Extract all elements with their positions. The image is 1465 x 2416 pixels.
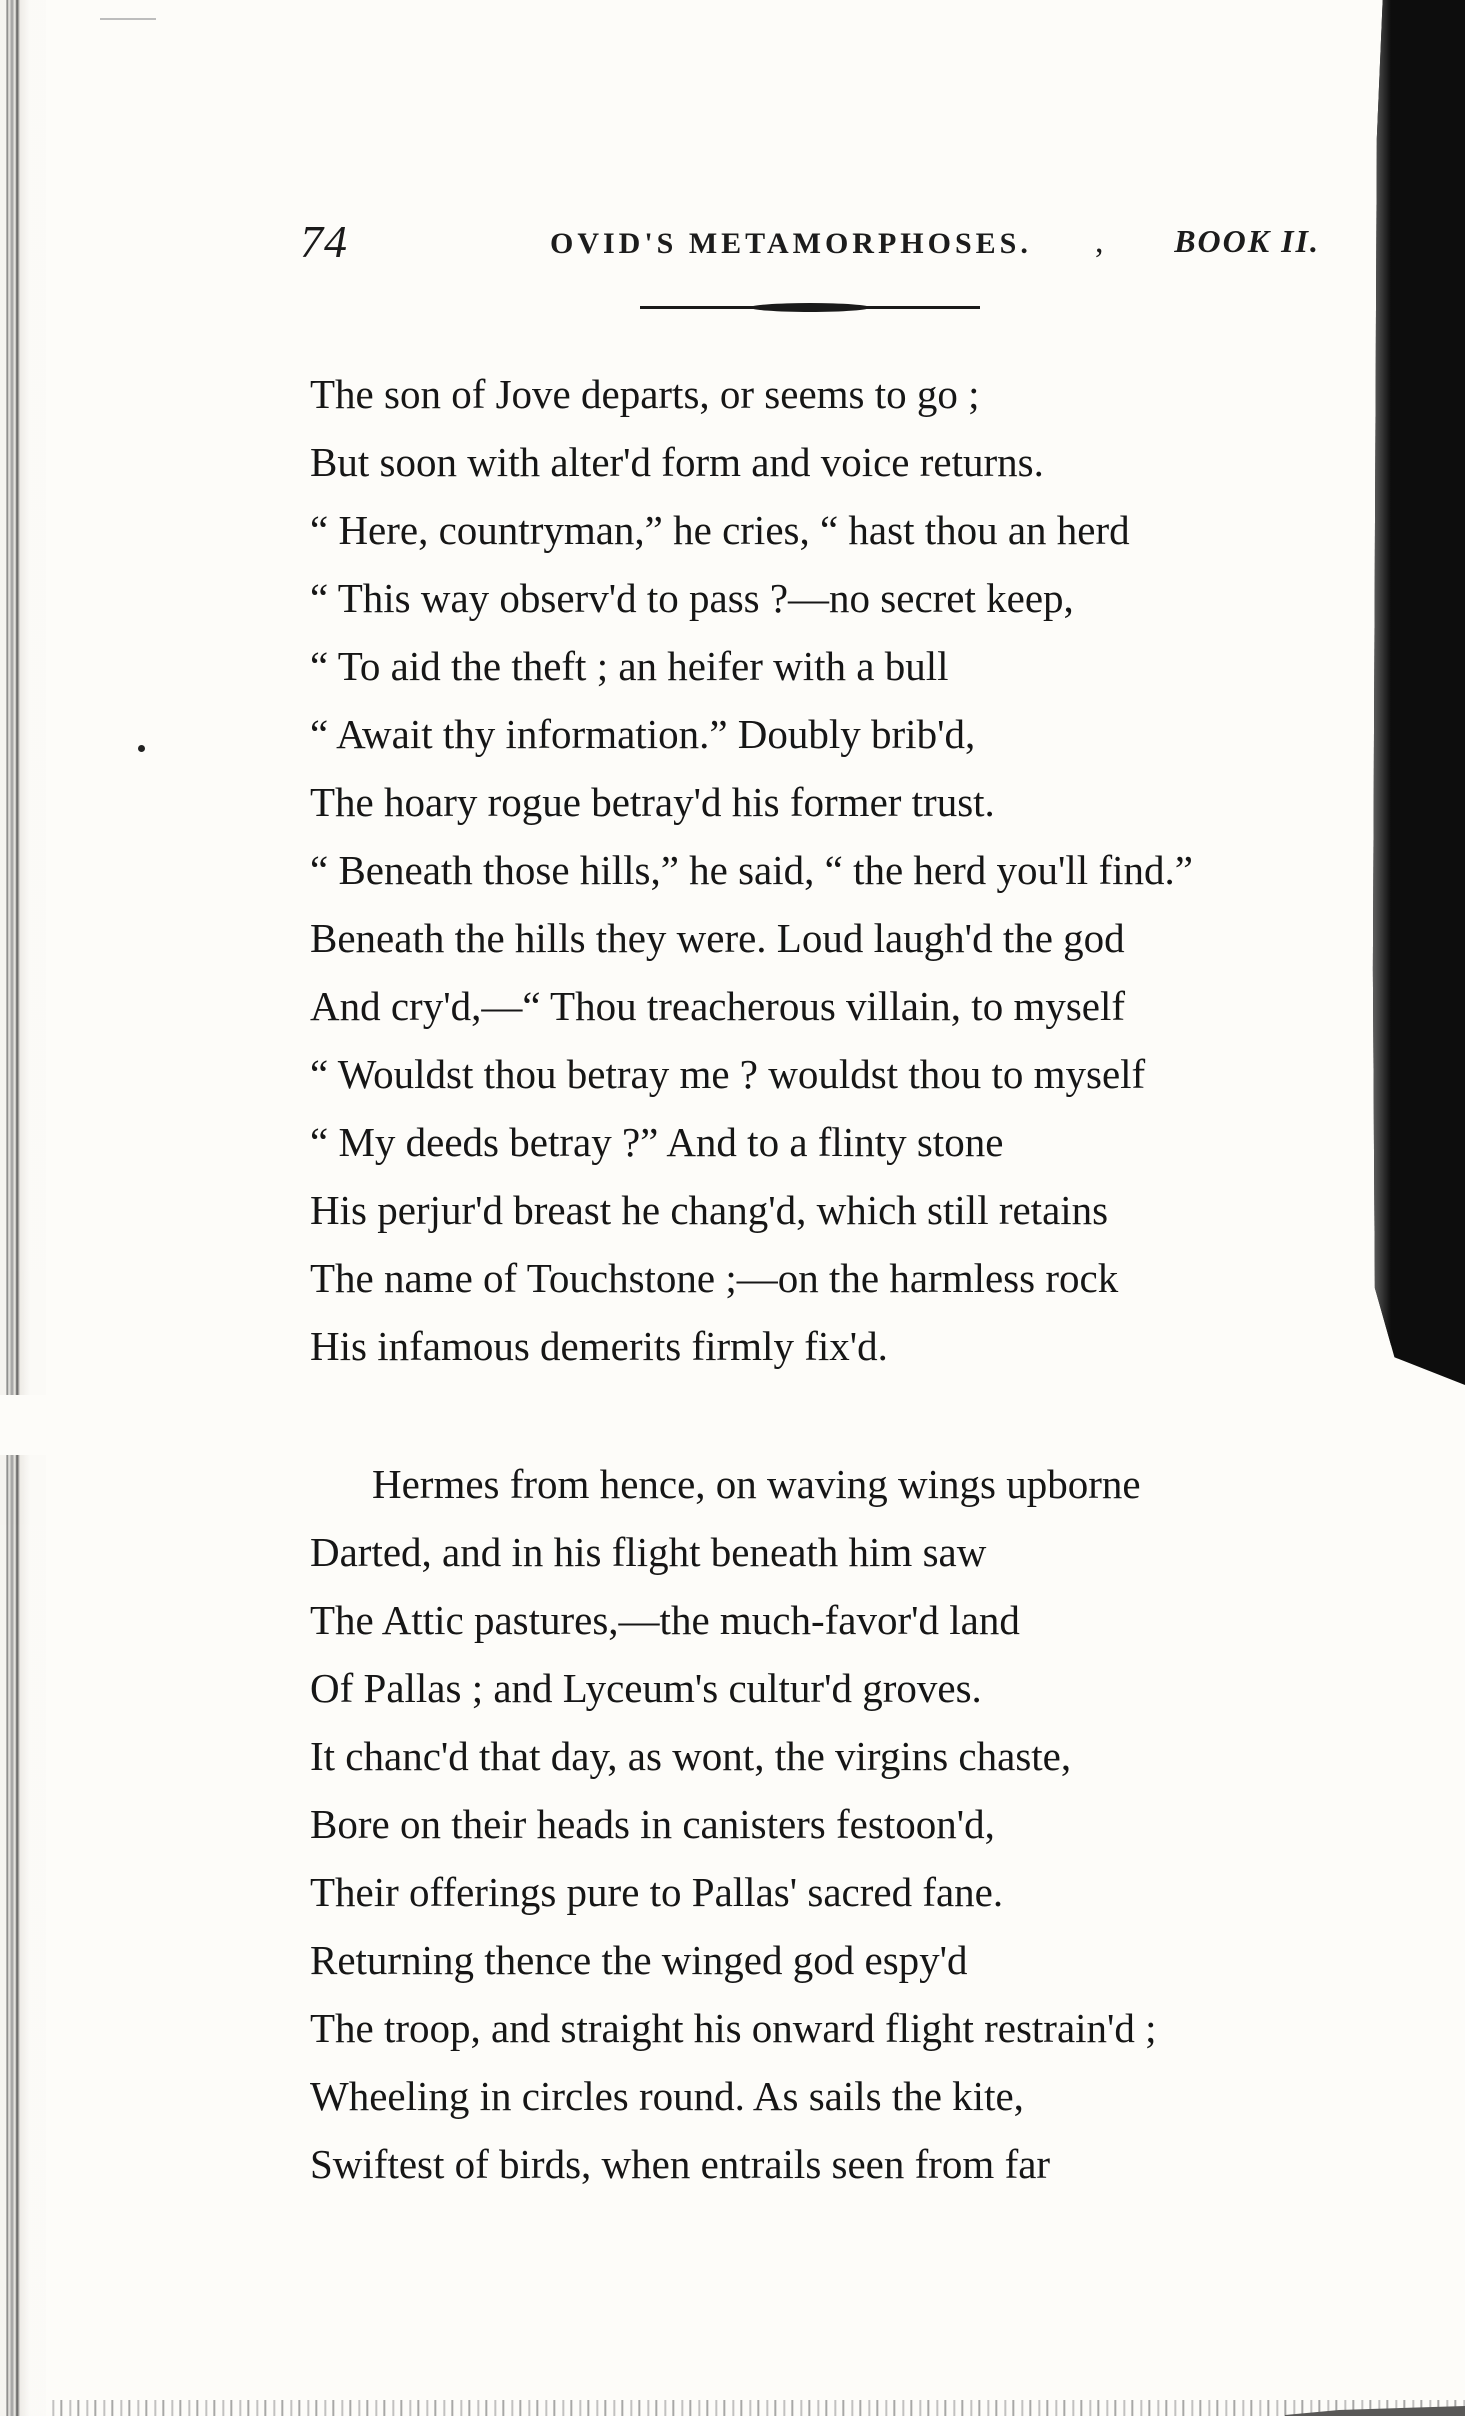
verse-line: And cry'd,—“ Thou treacherous villain, to myself (310, 983, 1126, 1029)
verse-line: His perjur'd breast he chang'd, which still retains (310, 1187, 1109, 1233)
page-edge-shade (1367, 0, 1391, 1385)
verse-line: Darted, and in his flight beneath him saw (310, 1529, 987, 1575)
verse-line: Wheeling in circles round. As sails the kite, (310, 2073, 1024, 2119)
stanza-2 (310, 1450, 1310, 2198)
running-mark: , (1095, 223, 1104, 260)
verse-line: The Attic pastures,—the much-favor'd land (310, 1597, 1020, 1643)
stanza-1 (310, 360, 1310, 1380)
verse-line: Their offerings pure to Pallas' sacred fane. (310, 1869, 1004, 1915)
verse-line: Bore on their heads in canisters festoon'd, (310, 1801, 995, 1847)
running-title: OVID'S METAMORPHOSES. (550, 227, 1032, 260)
verse-line: His infamous demerits firmly fix'd. (310, 1323, 888, 1369)
verse-line: Hermes from hence, on waving wings upborne (372, 1461, 1141, 1507)
verse-line: Returning thence the winged god espy'd (310, 1937, 968, 1983)
verse-line: Beneath the hills they were. Loud laugh'd the god (310, 915, 1125, 961)
verse-line: “ Beneath those hills,” he said, “ the herd you'll find.” (310, 847, 1193, 893)
verse-line: It chanc'd that day, as wont, the virgins chaste, (310, 1733, 1072, 1779)
verse-line: “ Here, countryman,” he cries, “ hast thou an herd (310, 507, 1130, 553)
verse-line: “ This way observ'd to pass ?—no secret keep, (310, 575, 1074, 621)
top-scan-mark (100, 18, 156, 20)
verse-line: “ Wouldst thou betray me ? wouldst thou to myself (310, 1051, 1146, 1097)
page-number: 74 (300, 216, 348, 267)
ink-speck (138, 745, 145, 752)
book-label: BOOK II. (1174, 223, 1320, 259)
bottom-scan-edge (46, 2400, 1465, 2416)
verse-line: The name of Touchstone ;—on the harmless rock (310, 1255, 1119, 1301)
verse-line: The troop, and straight his onward flight restrain'd ; (310, 2005, 1157, 2051)
verse-line: The hoary rogue betray'd his former trust. (310, 779, 995, 825)
gutter-gap (0, 1395, 46, 1455)
verse-line: The son of Jove departs, or seems to go ; (310, 371, 980, 417)
verse-line: “ My deeds betray ?” And to a flinty stone (310, 1119, 1004, 1165)
verse-line: Swiftest of birds, when entrails seen from far (310, 2141, 1051, 2187)
verse-line: But soon with alter'd form and voice returns. (310, 439, 1044, 485)
verse-line: “ To aid the theft ; an heifer with a bull (310, 643, 949, 689)
verse-line: Of Pallas ; and Lyceum's cultur'd groves. (310, 1665, 982, 1711)
bottom-corner-shadow (1285, 2406, 1465, 2416)
header-rule (640, 306, 980, 309)
binding-gutter (0, 0, 46, 2416)
running-header (300, 215, 1320, 275)
page-edge-shadow (1367, 0, 1465, 1385)
verse-line: “ Await thy information.” Doubly brib'd, (310, 711, 976, 757)
